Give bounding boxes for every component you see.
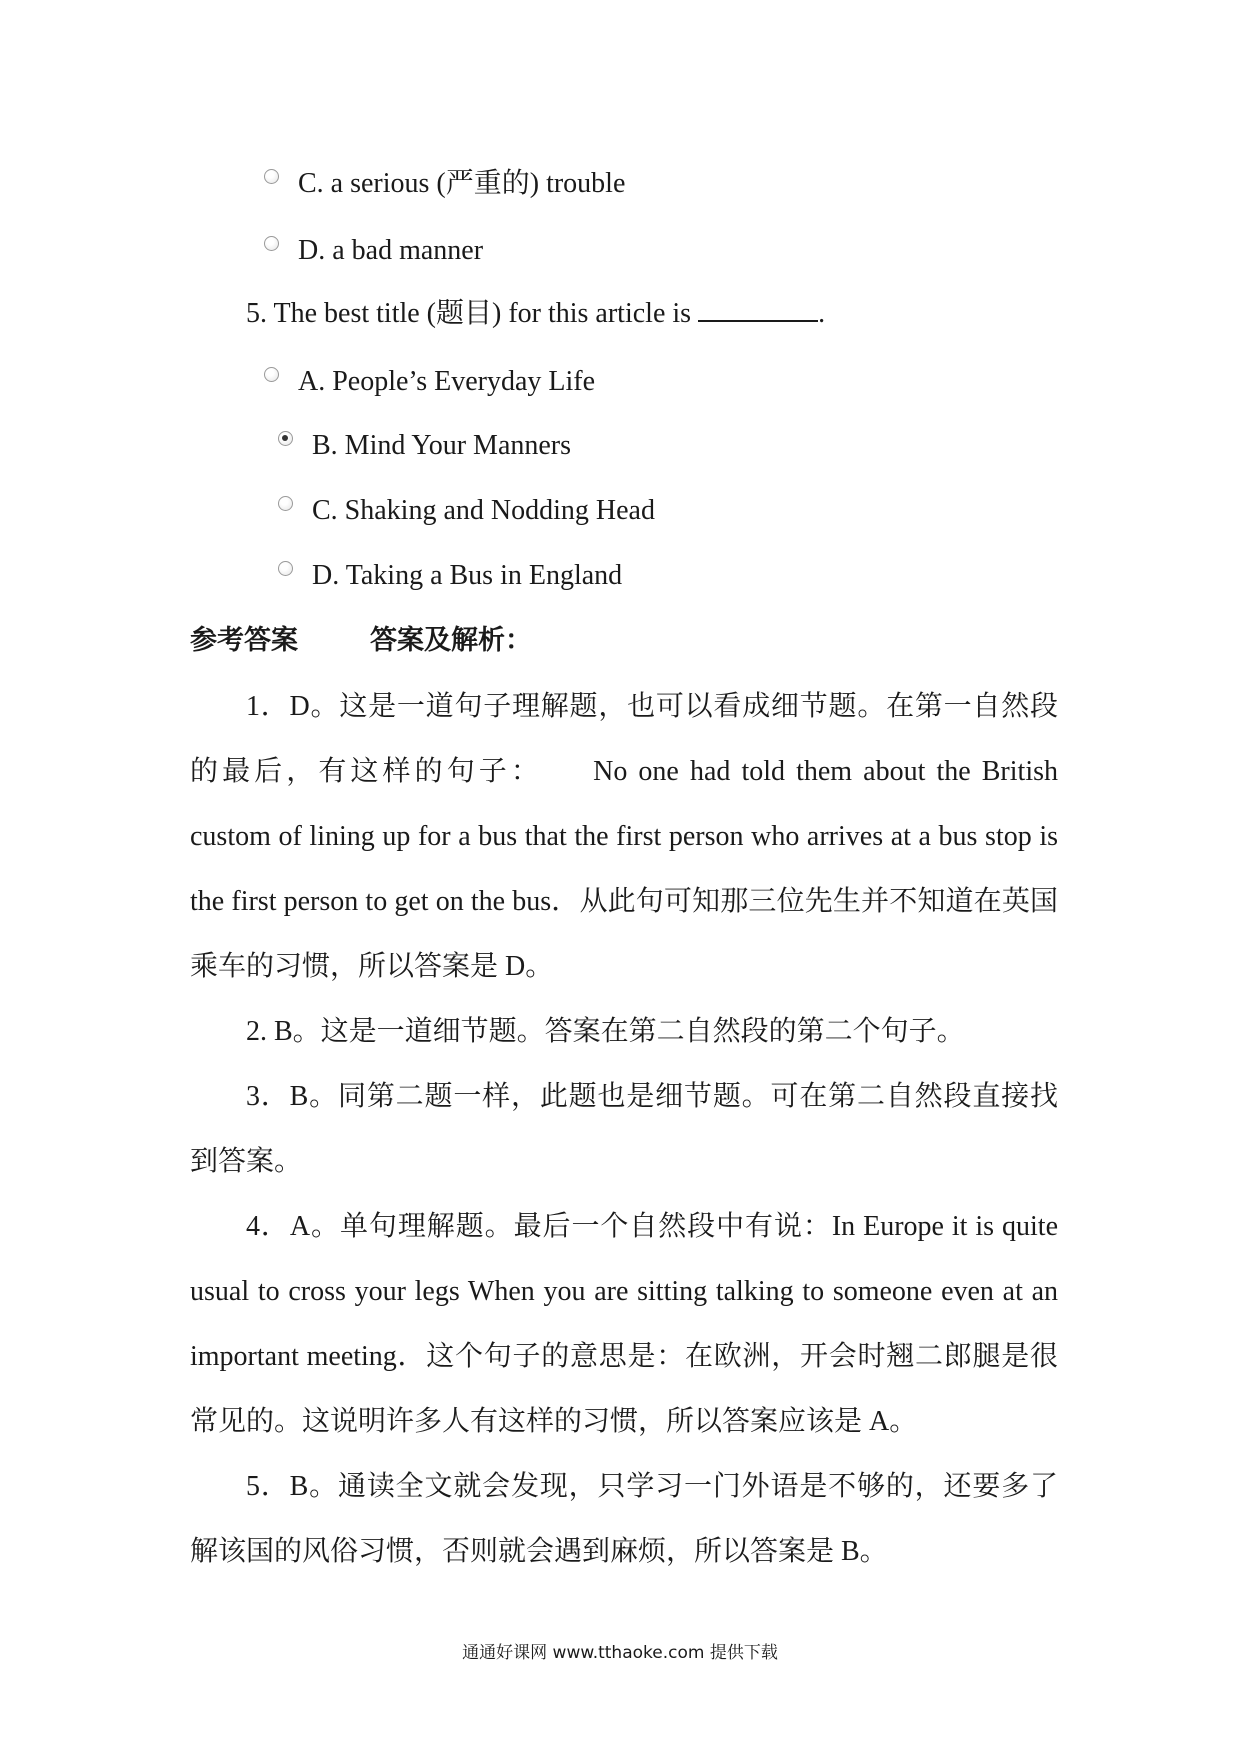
option-label: C. Shaking and Nodding Head — [312, 495, 655, 526]
q4-option-d[interactable] — [264, 233, 483, 269]
radio-button[interactable] — [278, 561, 293, 576]
answer-2: 2. B。这是一道细节题。答案在第二自然段的第二个句子。 — [246, 1016, 965, 1047]
answers-heading-right: 答案及解析： — [370, 625, 532, 656]
q5-option-d[interactable] — [278, 558, 622, 594]
answers-heading — [190, 623, 532, 659]
q5-option-a[interactable] — [264, 364, 595, 400]
radio-button-selected[interactable] — [278, 431, 293, 446]
option-label: D. Taking a Bus in England — [312, 560, 623, 591]
q5-stem-text: 5. The best title (题目) for this article is — [246, 298, 692, 329]
q5-option-c[interactable] — [278, 493, 655, 529]
radio-button[interactable] — [264, 169, 279, 184]
answer-5: 5．B。通读全文就会发现，只学习一门外语是不够的，还要多了解该国的风俗习惯，否则就会遇到麻烦，所以答案是 B。 — [190, 1471, 1058, 1567]
answer-explanations — [190, 674, 1058, 1584]
q5-option-b[interactable] — [278, 428, 571, 464]
answer-4: 4．A。单句理解题。最后一个自然段中有说：In Europe it is quite usual to cross your legs When you are sitting talking to someone even at an important meeting．这个句子的意思是：在欧洲，开会时翘二郎腿是很常见的。这说明许多人有这样的习惯，所以答案应该是 A。 — [190, 1211, 1058, 1437]
radio-button[interactable] — [264, 236, 279, 251]
option-label: B. Mind Your Manners — [312, 430, 572, 461]
radio-button[interactable] — [278, 496, 293, 511]
answer-1: 1．D。这是一道句子理解题，也可以看成细节题。在第一自然段的最后，有这样的句子： No one had told them about the British custom of lining up for a bus that the first person who arrives at a bus stop is the first person to get on the bus．从此句可知那三位先生并不知道在英国乘车的习惯，所以答案是 D。 — [190, 691, 1058, 982]
q5-stem — [246, 296, 825, 332]
option-label: C. a serious (严重的) trouble — [298, 168, 626, 199]
radio-button[interactable] — [264, 367, 279, 382]
answer-blank — [698, 298, 818, 322]
answers-heading-left: 参考答案 — [190, 625, 298, 656]
option-label: A. People’s Everyday Life — [298, 366, 596, 397]
footer-download-note: 通通好课网 www.tthaoke.com 提供下载 — [462, 1643, 778, 1663]
option-label: D. a bad manner — [298, 235, 484, 266]
q4-option-c[interactable] — [264, 166, 625, 202]
q5-stem-end: . — [818, 298, 826, 329]
answer-3: 3．B。同第二题一样，此题也是细节题。可在第二自然段直接找到答案。 — [190, 1081, 1058, 1177]
